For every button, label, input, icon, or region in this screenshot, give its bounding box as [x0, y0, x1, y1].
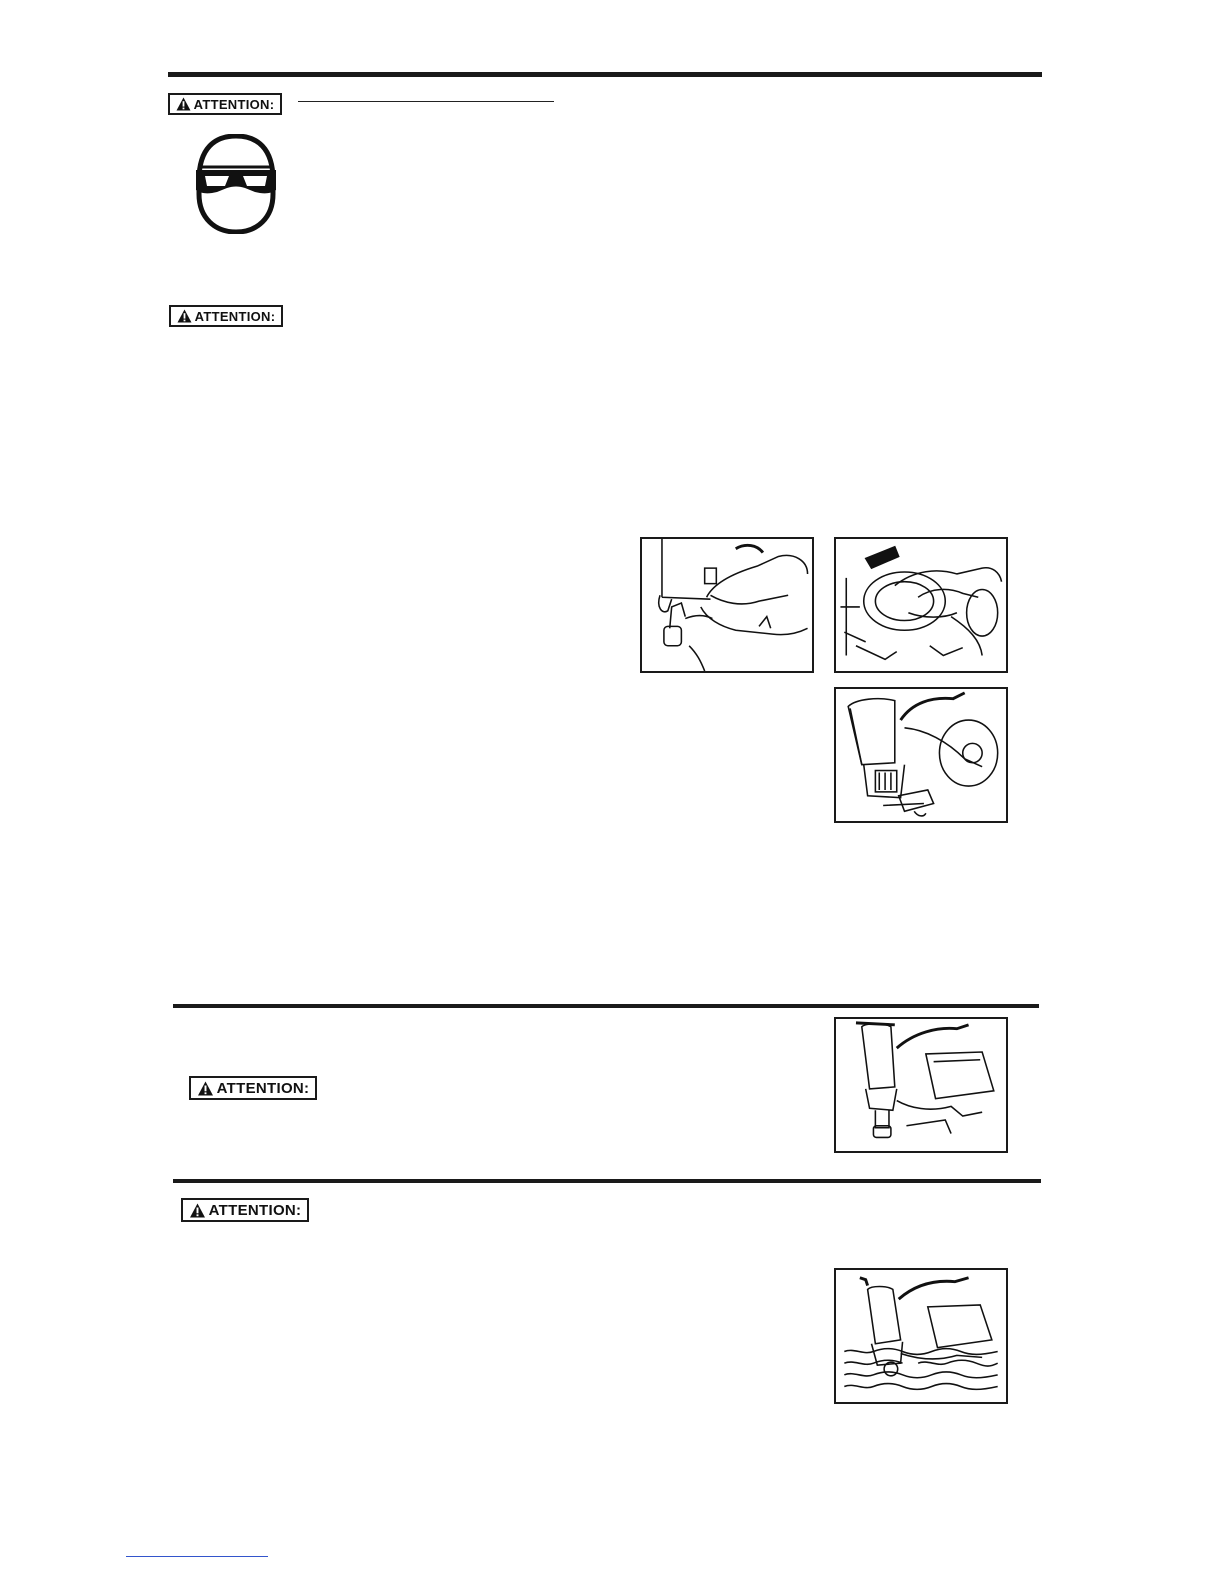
attention-label: ATTENTION: — [193, 96, 275, 112]
attention-badge-2 — [169, 305, 283, 327]
warning-triangle-icon — [177, 309, 192, 323]
footer-link-underline[interactable] — [126, 1556, 268, 1557]
figure-opening-canister — [834, 537, 1008, 673]
figure-loading-coil — [834, 687, 1008, 823]
safety-goggles-icon — [193, 134, 279, 234]
figure-tool-upright — [834, 1017, 1008, 1153]
warning-triangle-icon — [176, 97, 191, 111]
figure-hand-on-trigger — [640, 537, 814, 673]
underline-rule — [298, 101, 554, 102]
top-rule — [168, 72, 1042, 77]
warning-triangle-icon — [189, 1203, 206, 1218]
warning-triangle-icon — [197, 1081, 214, 1096]
attention-badge-1 — [168, 93, 282, 115]
section-rule-2 — [173, 1179, 1041, 1183]
attention-badge-3 — [189, 1076, 317, 1100]
figure-tool-on-surface — [834, 1268, 1008, 1404]
attention-badge-4 — [181, 1198, 309, 1222]
attention-label: ATTENTION: — [208, 1201, 302, 1219]
section-rule-1 — [173, 1004, 1039, 1008]
attention-label: ATTENTION: — [216, 1079, 310, 1097]
attention-label: ATTENTION: — [194, 308, 276, 324]
